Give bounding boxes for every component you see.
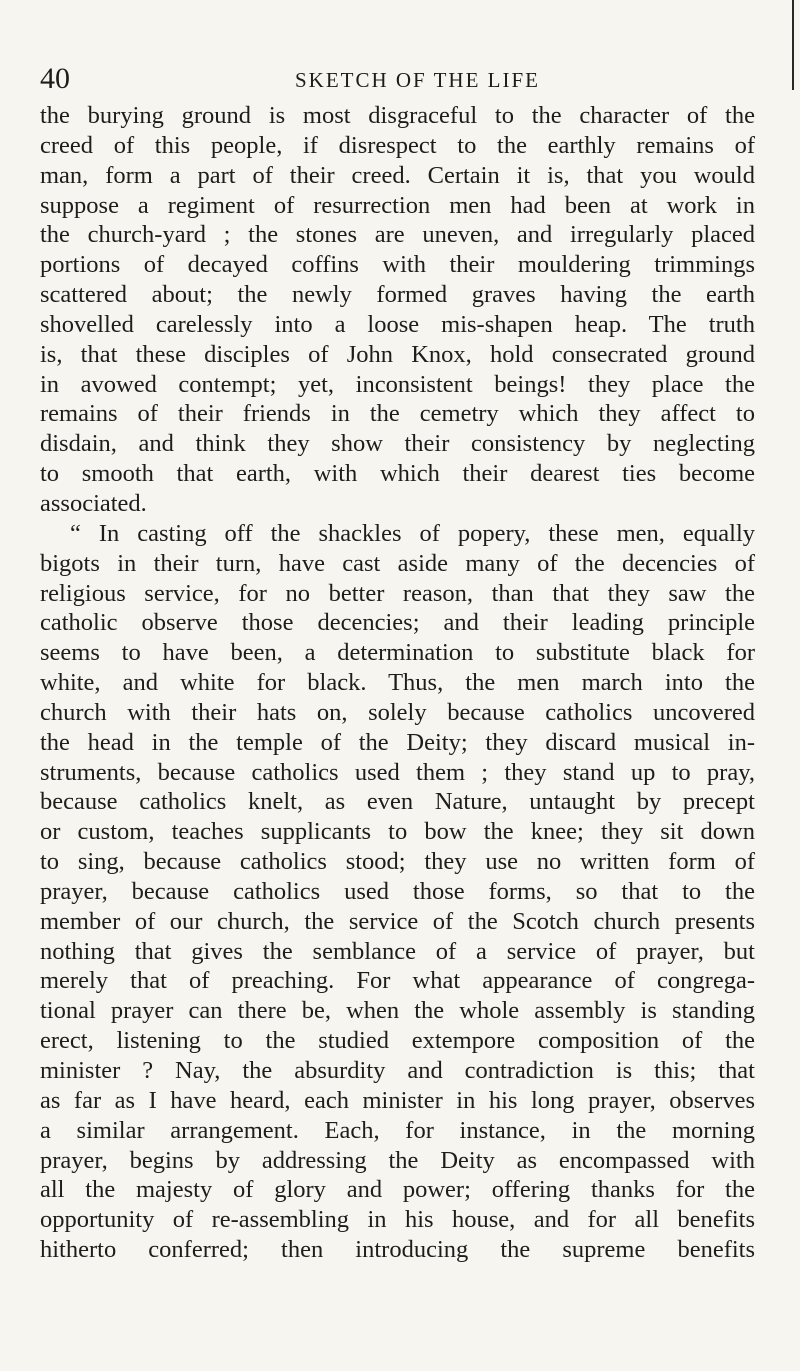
running-head-title: SKETCH OF THE LIFE bbox=[294, 68, 541, 92]
text-line: church with their hats on, solely because catholics uncovered bbox=[40, 698, 755, 726]
text-line: suppose a regiment of resurrection men had been at work in bbox=[40, 191, 755, 219]
text-line: minister ? Nay, the absurdity and contradiction is this; that bbox=[40, 1057, 755, 1084]
text-line: a similar arrangement. Each, for instance, in the morning bbox=[40, 1116, 755, 1144]
text-line: to smooth that earth, with which their dearest ties become bbox=[40, 460, 755, 488]
text-line: white, and white for black. Thus, the men march into the bbox=[40, 669, 755, 697]
text-line: portions of decayed coffins with their mouldering trimmings bbox=[40, 251, 755, 279]
text-line: shovelled carelessly into a loose mis-shapen heap. The truth bbox=[40, 310, 755, 338]
text-line: member of our church, the service of the Scotch church presents bbox=[40, 907, 755, 935]
body-text bbox=[40, 101, 755, 1265]
running-head bbox=[40, 62, 755, 98]
text-line: creed of this people, if disrespect to the earthly remains of bbox=[40, 131, 755, 159]
text-line: associated. bbox=[40, 489, 147, 517]
text-line: prayer, because catholics used those forms, so that to the bbox=[40, 877, 755, 905]
text-line: nothing that gives the semblance of a service of prayer, but bbox=[40, 937, 755, 965]
text-line: opportunity of re-assembling in his house, and for all benefits bbox=[40, 1206, 755, 1234]
text-line: in avowed contempt; yet, inconsistent beings! they place the bbox=[40, 370, 755, 398]
text-line: disdain, and think they show their consistency by neglecting bbox=[40, 430, 755, 458]
text-line: the burying ground is most disgraceful to the character of the bbox=[40, 102, 755, 129]
text-line: “ In casting off the shackles of popery, these men, equally bbox=[70, 519, 755, 547]
text-line: tional prayer can there be, when the whole assembly is standing bbox=[40, 997, 755, 1025]
text-line: the church-yard ; the stones are uneven, and irregularly placed bbox=[40, 221, 755, 249]
page-number: 40 bbox=[40, 62, 70, 95]
text-line: religious service, for no better reason, than that they saw the bbox=[40, 579, 755, 607]
text-line: or custom, teaches supplicants to bow the knee; they sit down bbox=[40, 818, 755, 846]
text-line: merely that of preaching. For what appearance of congrega- bbox=[40, 967, 755, 995]
text-line: catholic observe those decencies; and their leading principle bbox=[40, 609, 755, 637]
text-line: prayer, begins by addressing the Deity as encompassed with bbox=[40, 1146, 755, 1174]
page-edge-line bbox=[792, 0, 794, 90]
text-line: as far as I have heard, each minister in his long prayer, observes bbox=[40, 1086, 755, 1114]
text-line: all the majesty of glory and power; offering thanks for the bbox=[40, 1176, 755, 1204]
text-line: erect, listening to the studied extempore composition of the bbox=[40, 1027, 755, 1055]
text-line: scattered about; the newly formed graves having the earth bbox=[40, 281, 755, 309]
text-line: bigots in their turn, have cast aside many of the decencies of bbox=[40, 549, 755, 577]
text-line: to sing, because catholics stood; they use no written form of bbox=[40, 848, 755, 876]
text-line: struments, because catholics used them ; they stand up to pray, bbox=[40, 758, 755, 786]
text-line: man, form a part of their creed. Certain it is, that you would bbox=[40, 161, 755, 189]
text-line: remains of their friends in the cemetry which they affect to bbox=[40, 400, 755, 428]
text-line: the head in the temple of the Deity; they discard musical in- bbox=[40, 728, 755, 756]
text-line: hitherto conferred; then introducing the supreme benefits bbox=[40, 1236, 755, 1264]
text-line: because catholics knelt, as even Nature, untaught by precept bbox=[40, 788, 755, 816]
text-line: seems to have been, a determination to substitute black for bbox=[40, 639, 755, 667]
text-line: is, that these disciples of John Knox, hold consecrated ground bbox=[40, 340, 755, 368]
